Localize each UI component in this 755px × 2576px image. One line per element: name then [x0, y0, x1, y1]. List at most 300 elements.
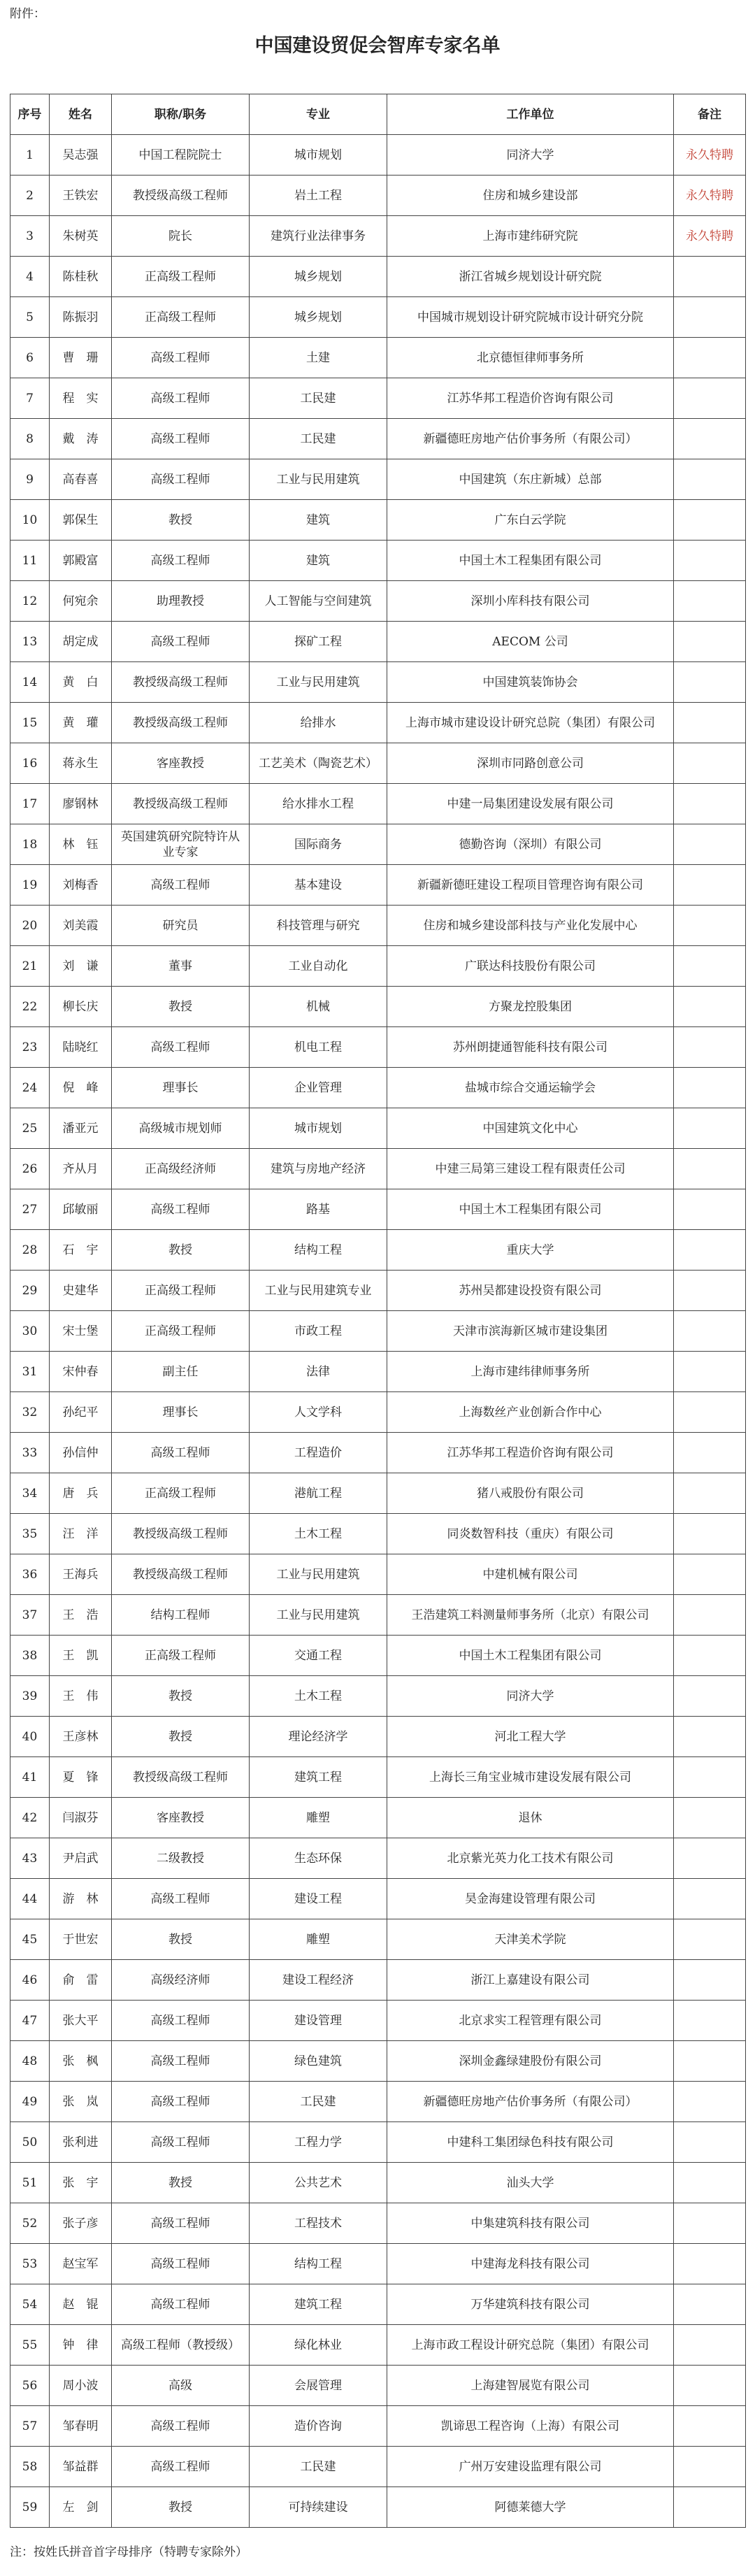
cell-title: 教授 — [112, 500, 250, 541]
cell-employer: 中建科工集团绿色科技有限公司 — [387, 2122, 674, 2163]
cell-no: 27 — [10, 1189, 50, 1230]
cell-remark — [674, 541, 746, 581]
table-row — [10, 2082, 746, 2122]
table-row — [10, 2366, 746, 2406]
cell-no: 42 — [10, 1798, 50, 1838]
cell-major: 城市规划 — [250, 135, 387, 176]
table-row — [10, 2325, 746, 2366]
cell-title: 正高级工程师 — [112, 257, 250, 297]
cell-name: 宋士堡 — [50, 1311, 112, 1352]
cell-major: 工民建 — [250, 2082, 387, 2122]
cell-remark — [674, 1311, 746, 1352]
table-row — [10, 2447, 746, 2487]
cell-remark — [674, 1595, 746, 1636]
table-row — [10, 1879, 746, 1919]
cell-name: 王 凯 — [50, 1636, 112, 1676]
table-row — [10, 2001, 746, 2041]
cell-remark — [674, 2366, 746, 2406]
table-row — [10, 1473, 746, 1514]
cell-remark — [674, 1757, 746, 1798]
cell-name: 夏 锋 — [50, 1757, 112, 1798]
cell-title: 高级经济师 — [112, 1960, 250, 2001]
cell-name: 林 钰 — [50, 824, 112, 865]
cell-no: 38 — [10, 1636, 50, 1676]
cell-remark — [674, 2284, 746, 2325]
table-row — [10, 176, 746, 216]
cell-employer: 同济大学 — [387, 1676, 674, 1717]
table-row — [10, 2122, 746, 2163]
cell-major: 工艺美术（陶瓷艺术） — [250, 743, 387, 784]
cell-name: 闫淑芬 — [50, 1798, 112, 1838]
cell-major: 市政工程 — [250, 1311, 387, 1352]
cell-no: 24 — [10, 1068, 50, 1108]
cell-major: 岩土工程 — [250, 176, 387, 216]
cell-name: 张子彦 — [50, 2203, 112, 2244]
cell-major: 建设工程 — [250, 1879, 387, 1919]
table-row — [10, 338, 746, 378]
expert-table — [10, 94, 746, 2528]
cell-no: 40 — [10, 1717, 50, 1757]
cell-remark — [674, 1636, 746, 1676]
cell-major: 工程技术 — [250, 2203, 387, 2244]
cell-title: 中国工程院院士 — [112, 135, 250, 176]
cell-employer: 河北工程大学 — [387, 1717, 674, 1757]
cell-remark — [674, 419, 746, 459]
cell-major: 工业与民用建筑 — [250, 1554, 387, 1595]
cell-remark — [674, 338, 746, 378]
cell-employer: 广州万安建设监理有限公司 — [387, 2447, 674, 2487]
cell-major: 建筑工程 — [250, 1757, 387, 1798]
cell-remark — [674, 1919, 746, 1960]
cell-no: 9 — [10, 459, 50, 500]
cell-title: 教授 — [112, 1230, 250, 1271]
cell-name: 钟 律 — [50, 2325, 112, 2366]
cell-name: 王 伟 — [50, 1676, 112, 1717]
column-header-no: 序号 — [10, 94, 50, 135]
cell-title: 高级工程师 — [112, 338, 250, 378]
cell-no: 7 — [10, 378, 50, 419]
column-header-employer: 工作单位 — [387, 94, 674, 135]
cell-no: 2 — [10, 176, 50, 216]
cell-major: 交通工程 — [250, 1636, 387, 1676]
cell-title: 教授级高级工程师 — [112, 1757, 250, 1798]
cell-title: 理事长 — [112, 1392, 250, 1433]
table-row — [10, 1311, 746, 1352]
cell-employer: 江苏华邦工程造价咨询有限公司 — [387, 1433, 674, 1473]
table-row — [10, 419, 746, 459]
cell-title: 教授级高级工程师 — [112, 784, 250, 824]
cell-name: 宋仲春 — [50, 1352, 112, 1392]
cell-title: 理事长 — [112, 1068, 250, 1108]
cell-major: 建设工程经济 — [250, 1960, 387, 2001]
cell-employer: 上海建智展览有限公司 — [387, 2366, 674, 2406]
cell-remark — [674, 1108, 746, 1149]
cell-no: 13 — [10, 622, 50, 662]
cell-major: 结构工程 — [250, 2244, 387, 2284]
cell-title: 研究员 — [112, 906, 250, 946]
table-row — [10, 865, 746, 906]
cell-title: 正高级工程师 — [112, 1636, 250, 1676]
cell-name: 张大平 — [50, 2001, 112, 2041]
table-row — [10, 906, 746, 946]
cell-name: 曹 珊 — [50, 338, 112, 378]
table-row — [10, 703, 746, 743]
cell-remark — [674, 2447, 746, 2487]
cell-remark — [674, 1960, 746, 2001]
table-row — [10, 2284, 746, 2325]
cell-remark: 永久特聘 — [674, 216, 746, 257]
cell-major: 建筑与房地产经济 — [250, 1149, 387, 1189]
table-row — [10, 1108, 746, 1149]
cell-title: 正高级工程师 — [112, 1271, 250, 1311]
cell-employer: 同济大学 — [387, 135, 674, 176]
cell-no: 5 — [10, 297, 50, 338]
cell-major: 雕塑 — [250, 1919, 387, 1960]
column-header-title: 职称/职务 — [112, 94, 250, 135]
cell-no: 29 — [10, 1271, 50, 1311]
cell-employer: 王浩建筑工料测量师事务所（北京）有限公司 — [387, 1595, 674, 1636]
cell-name: 周小波 — [50, 2366, 112, 2406]
cell-remark — [674, 824, 746, 865]
table-row — [10, 1636, 746, 1676]
cell-no: 53 — [10, 2244, 50, 2284]
cell-no: 41 — [10, 1757, 50, 1798]
cell-name: 史建华 — [50, 1271, 112, 1311]
cell-title: 正高级工程师 — [112, 297, 250, 338]
cell-remark — [674, 622, 746, 662]
cell-title: 高级工程师 — [112, 419, 250, 459]
cell-employer: 中国建筑（东庄新城）总部 — [387, 459, 674, 500]
cell-name: 郭保生 — [50, 500, 112, 541]
cell-remark — [674, 1879, 746, 1919]
table-row — [10, 1717, 746, 1757]
cell-major: 土木工程 — [250, 1514, 387, 1554]
cell-major: 机械 — [250, 987, 387, 1027]
cell-name: 孙纪平 — [50, 1392, 112, 1433]
cell-no: 33 — [10, 1433, 50, 1473]
cell-no: 1 — [10, 135, 50, 176]
cell-employer: 德勤咨询（深圳）有限公司 — [387, 824, 674, 865]
cell-no: 37 — [10, 1595, 50, 1636]
cell-title: 高级城市规划师 — [112, 1108, 250, 1149]
cell-remark — [674, 1271, 746, 1311]
cell-title: 二级教授 — [112, 1838, 250, 1879]
table-row — [10, 2244, 746, 2284]
cell-no: 55 — [10, 2325, 50, 2366]
table-row — [10, 2487, 746, 2528]
cell-major: 可持续建设 — [250, 2487, 387, 2528]
cell-name: 游 林 — [50, 1879, 112, 1919]
table-row — [10, 1189, 746, 1230]
cell-employer: 浙江省城乡规划设计研究院 — [387, 257, 674, 297]
table-row — [10, 378, 746, 419]
cell-employer: 重庆大学 — [387, 1230, 674, 1271]
cell-no: 3 — [10, 216, 50, 257]
cell-employer: 北京德恒律师事务所 — [387, 338, 674, 378]
cell-employer: 天津市滨海新区城市建设集团 — [387, 1311, 674, 1352]
cell-employer: 阿德莱德大学 — [387, 2487, 674, 2528]
cell-no: 46 — [10, 1960, 50, 2001]
cell-name: 黄 白 — [50, 662, 112, 703]
cell-major: 工业自动化 — [250, 946, 387, 987]
cell-employer: 中建机械有限公司 — [387, 1554, 674, 1595]
cell-major: 港航工程 — [250, 1473, 387, 1514]
cell-major: 国际商务 — [250, 824, 387, 865]
cell-no: 39 — [10, 1676, 50, 1717]
cell-employer: 昊金海建设管理有限公司 — [387, 1879, 674, 1919]
cell-title: 教授 — [112, 1676, 250, 1717]
cell-name: 于世宏 — [50, 1919, 112, 1960]
cell-major: 企业管理 — [250, 1068, 387, 1108]
cell-name: 张 宇 — [50, 2163, 112, 2203]
table-row — [10, 946, 746, 987]
cell-major: 会展管理 — [250, 2366, 387, 2406]
cell-title: 董事 — [112, 946, 250, 987]
cell-major: 城乡规划 — [250, 257, 387, 297]
cell-title: 教授 — [112, 987, 250, 1027]
cell-title: 高级 — [112, 2366, 250, 2406]
cell-name: 潘亚元 — [50, 1108, 112, 1149]
cell-no: 48 — [10, 2041, 50, 2082]
cell-remark — [674, 1798, 746, 1838]
cell-name: 石 宇 — [50, 1230, 112, 1271]
cell-major: 绿色建筑 — [250, 2041, 387, 2082]
table-row — [10, 216, 746, 257]
cell-no: 20 — [10, 906, 50, 946]
table-row — [10, 743, 746, 784]
cell-title: 正高级经济师 — [112, 1149, 250, 1189]
cell-remark — [674, 2325, 746, 2366]
cell-major: 建筑行业法律事务 — [250, 216, 387, 257]
cell-employer: 苏州吴都建设投资有限公司 — [387, 1271, 674, 1311]
cell-name: 左 剑 — [50, 2487, 112, 2528]
cell-name: 陆晓红 — [50, 1027, 112, 1068]
cell-employer: 浙江上嘉建设有限公司 — [387, 1960, 674, 2001]
cell-remark — [674, 500, 746, 541]
cell-name: 黄 瓘 — [50, 703, 112, 743]
cell-remark — [674, 784, 746, 824]
table-row — [10, 824, 746, 865]
cell-title: 高级工程师 — [112, 2284, 250, 2325]
table-row — [10, 1798, 746, 1838]
cell-employer: 新疆德旺房地产估价事务所（有限公司） — [387, 419, 674, 459]
cell-name: 倪 峰 — [50, 1068, 112, 1108]
cell-name: 邱敏丽 — [50, 1189, 112, 1230]
cell-title: 高级工程师 — [112, 1027, 250, 1068]
cell-remark — [674, 703, 746, 743]
cell-remark — [674, 1230, 746, 1271]
cell-no: 14 — [10, 662, 50, 703]
cell-major: 工民建 — [250, 378, 387, 419]
cell-name: 郭殿富 — [50, 541, 112, 581]
cell-employer: 上海市城市建设设计研究总院（集团）有限公司 — [387, 703, 674, 743]
cell-remark — [674, 1838, 746, 1879]
cell-title: 教授级高级工程师 — [112, 703, 250, 743]
cell-employer: 北京紫光英力化工技术有限公司 — [387, 1838, 674, 1879]
cell-title: 客座教授 — [112, 743, 250, 784]
cell-major: 建筑 — [250, 500, 387, 541]
cell-employer: 住房和城乡建设部 — [387, 176, 674, 216]
cell-title: 高级工程师 — [112, 2001, 250, 2041]
cell-no: 59 — [10, 2487, 50, 2528]
table-row — [10, 2163, 746, 2203]
cell-employer: 广联达科技股份有限公司 — [387, 946, 674, 987]
cell-major: 城乡规划 — [250, 297, 387, 338]
cell-no: 54 — [10, 2284, 50, 2325]
cell-major: 基本建设 — [250, 865, 387, 906]
cell-name: 刘美霞 — [50, 906, 112, 946]
cell-no: 52 — [10, 2203, 50, 2244]
cell-employer: 中国建筑文化中心 — [387, 1108, 674, 1149]
cell-no: 15 — [10, 703, 50, 743]
cell-no: 58 — [10, 2447, 50, 2487]
table-row — [10, 1960, 746, 2001]
cell-title: 高级工程师 — [112, 2244, 250, 2284]
cell-major: 路基 — [250, 1189, 387, 1230]
cell-name: 邹春明 — [50, 2406, 112, 2447]
cell-remark — [674, 1068, 746, 1108]
cell-major: 机电工程 — [250, 1027, 387, 1068]
cell-title: 高级工程师 — [112, 459, 250, 500]
cell-employer: 退休 — [387, 1798, 674, 1838]
cell-major: 生态环保 — [250, 1838, 387, 1879]
cell-employer: 北京求实工程管理有限公司 — [387, 2001, 674, 2041]
cell-title: 副主任 — [112, 1352, 250, 1392]
cell-employer: 万华建筑科技有限公司 — [387, 2284, 674, 2325]
cell-major: 城市规划 — [250, 1108, 387, 1149]
cell-remark — [674, 297, 746, 338]
table-body — [10, 135, 746, 2528]
table-row — [10, 1352, 746, 1392]
cell-title: 教授 — [112, 1919, 250, 1960]
table-row — [10, 784, 746, 824]
attachment-label: 附件： — [10, 7, 45, 21]
cell-major: 土建 — [250, 338, 387, 378]
cell-employer: 新疆新德旺建设工程项目管理咨询有限公司 — [387, 865, 674, 906]
cell-title: 高级工程师 — [112, 2447, 250, 2487]
cell-no: 22 — [10, 987, 50, 1027]
table-row — [10, 1392, 746, 1433]
cell-no: 6 — [10, 338, 50, 378]
cell-no: 34 — [10, 1473, 50, 1514]
cell-remark — [674, 1473, 746, 1514]
cell-remark — [674, 1027, 746, 1068]
cell-no: 50 — [10, 2122, 50, 2163]
cell-name: 王 浩 — [50, 1595, 112, 1636]
cell-title: 教授 — [112, 2487, 250, 2528]
page-title: 中国建设贸促会智库专家名单 — [254, 35, 501, 57]
cell-name: 汪 洋 — [50, 1514, 112, 1554]
cell-title: 高级工程师（教授级） — [112, 2325, 250, 2366]
cell-major: 工业与民用建筑 — [250, 1595, 387, 1636]
cell-major: 人文学科 — [250, 1392, 387, 1433]
cell-major: 建筑工程 — [250, 2284, 387, 2325]
cell-name: 赵 锟 — [50, 2284, 112, 2325]
table-row — [10, 1838, 746, 1879]
cell-major: 工业与民用建筑专业 — [250, 1271, 387, 1311]
table-row — [10, 1554, 746, 1595]
cell-title: 高级工程师 — [112, 2041, 250, 2082]
table-row — [10, 622, 746, 662]
cell-title: 助理教授 — [112, 581, 250, 622]
cell-remark — [674, 459, 746, 500]
cell-name: 柳长庆 — [50, 987, 112, 1027]
cell-remark — [674, 865, 746, 906]
cell-title: 院长 — [112, 216, 250, 257]
table-row — [10, 2203, 746, 2244]
cell-remark — [674, 581, 746, 622]
cell-remark — [674, 378, 746, 419]
cell-major: 结构工程 — [250, 1230, 387, 1271]
cell-employer: 上海市政工程设计研究总院（集团）有限公司 — [387, 2325, 674, 2366]
cell-remark: 永久特聘 — [674, 176, 746, 216]
cell-remark — [674, 2082, 746, 2122]
cell-major: 建筑 — [250, 541, 387, 581]
table-row — [10, 2406, 746, 2447]
cell-major: 工民建 — [250, 419, 387, 459]
cell-name: 张利进 — [50, 2122, 112, 2163]
cell-employer: 天津美术学院 — [387, 1919, 674, 1960]
cell-employer: 苏州朗捷通智能科技有限公司 — [387, 1027, 674, 1068]
cell-major: 人工智能与空间建筑 — [250, 581, 387, 622]
table-row — [10, 1676, 746, 1717]
cell-remark — [674, 1392, 746, 1433]
cell-employer: 深圳小库科技有限公司 — [387, 581, 674, 622]
cell-remark — [674, 2001, 746, 2041]
cell-name: 齐从月 — [50, 1149, 112, 1189]
cell-no: 11 — [10, 541, 50, 581]
cell-no: 10 — [10, 500, 50, 541]
table-row — [10, 135, 746, 176]
table-row — [10, 2041, 746, 2082]
cell-employer: 中国土木工程集团有限公司 — [387, 1189, 674, 1230]
cell-name: 廖钢林 — [50, 784, 112, 824]
cell-remark — [674, 2163, 746, 2203]
cell-remark — [674, 1189, 746, 1230]
cell-remark — [674, 2041, 746, 2082]
cell-no: 28 — [10, 1230, 50, 1271]
cell-title: 高级工程师 — [112, 378, 250, 419]
cell-name: 刘 谦 — [50, 946, 112, 987]
cell-remark — [674, 2203, 746, 2244]
cell-major: 工程造价 — [250, 1433, 387, 1473]
cell-title: 高级工程师 — [112, 2122, 250, 2163]
footnote: 注：按姓氏拼音首字母排序（特聘专家除外） — [10, 2545, 247, 2559]
cell-name: 程 实 — [50, 378, 112, 419]
cell-major: 建设管理 — [250, 2001, 387, 2041]
cell-no: 17 — [10, 784, 50, 824]
table-row — [10, 662, 746, 703]
cell-major: 造价咨询 — [250, 2406, 387, 2447]
cell-no: 49 — [10, 2082, 50, 2122]
cell-title: 客座教授 — [112, 1798, 250, 1838]
cell-name: 尹启武 — [50, 1838, 112, 1879]
cell-major: 工业与民用建筑 — [250, 662, 387, 703]
cell-remark — [674, 1717, 746, 1757]
cell-title: 高级工程师 — [112, 541, 250, 581]
table-row — [10, 1595, 746, 1636]
cell-name: 高春喜 — [50, 459, 112, 500]
cell-name: 俞 雷 — [50, 1960, 112, 2001]
cell-employer: 深圳金鑫绿建股份有限公司 — [387, 2041, 674, 2082]
cell-major: 工程力学 — [250, 2122, 387, 2163]
column-header-remark: 备注 — [674, 94, 746, 135]
cell-no: 23 — [10, 1027, 50, 1068]
cell-title: 高级工程师 — [112, 622, 250, 662]
table-row — [10, 1149, 746, 1189]
cell-major: 工业与民用建筑 — [250, 459, 387, 500]
cell-no: 19 — [10, 865, 50, 906]
